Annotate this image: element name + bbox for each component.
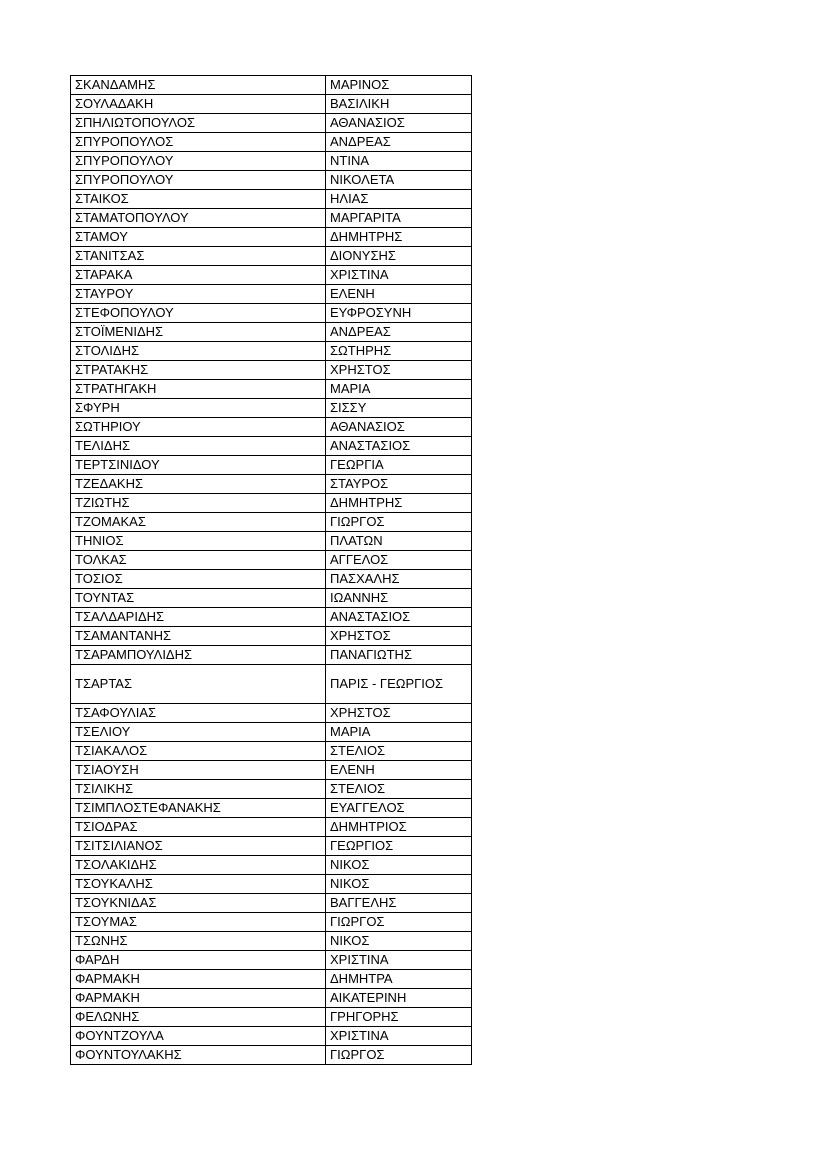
surname-cell: ΣΤΕΦΟΠΟΥΛΟΥ bbox=[71, 304, 326, 323]
firstname-cell: ΒΑΣΙΛΙΚΗ bbox=[326, 95, 472, 114]
table-row bbox=[71, 228, 472, 247]
surname-cell: ΤΣΑΛΔΑΡΙΔΗΣ bbox=[71, 608, 326, 627]
table-row bbox=[71, 627, 472, 646]
table-row bbox=[71, 304, 472, 323]
table-row bbox=[71, 742, 472, 761]
table-body bbox=[71, 76, 472, 1065]
surname-cell: ΦΕΛΩΝΗΣ bbox=[71, 1008, 326, 1027]
surname-cell: ΤΕΛΙΔΗΣ bbox=[71, 437, 326, 456]
firstname-cell: ΕΛΕΝΗ bbox=[326, 761, 472, 780]
firstname-cell: ΝΤΙΝΑ bbox=[326, 152, 472, 171]
firstname-cell: ΧΡΗΣΤΟΣ bbox=[326, 361, 472, 380]
surname-cell: ΤΣΟΥΜΑΣ bbox=[71, 913, 326, 932]
surname-cell: ΣΠΥΡΟΠΟΥΛΟΥ bbox=[71, 171, 326, 190]
table-row bbox=[71, 570, 472, 589]
table-row bbox=[71, 551, 472, 570]
surname-cell: ΣΠΥΡΟΠΟΥΛΟΣ bbox=[71, 133, 326, 152]
firstname-cell: ΧΡΗΣΤΟΣ bbox=[326, 704, 472, 723]
table-row bbox=[71, 76, 472, 95]
firstname-cell: ΜΑΡΙΑ bbox=[326, 380, 472, 399]
table-row bbox=[71, 114, 472, 133]
name-table bbox=[70, 75, 472, 1065]
surname-cell: ΤΟΛΚΑΣ bbox=[71, 551, 326, 570]
surname-cell: ΤΖΟΜΑΚΑΣ bbox=[71, 513, 326, 532]
table-row bbox=[71, 209, 472, 228]
firstname-cell: ΠΛΑΤΩΝ bbox=[326, 532, 472, 551]
surname-cell: ΤΣΙΜΠΛΟΣΤΕΦΑΝΑΚΗΣ bbox=[71, 799, 326, 818]
table-row bbox=[71, 875, 472, 894]
surname-cell: ΣΤΟΪΜΕΝΙΔΗΣ bbox=[71, 323, 326, 342]
firstname-cell: ΓΙΩΡΓΟΣ bbox=[326, 513, 472, 532]
table-row bbox=[71, 190, 472, 209]
table-row bbox=[71, 152, 472, 171]
surname-cell: ΣΩΤΗΡΙΟΥ bbox=[71, 418, 326, 437]
surname-cell: ΣΤΑΡΑΚΑ bbox=[71, 266, 326, 285]
firstname-cell: ΑΝΔΡΕΑΣ bbox=[326, 133, 472, 152]
table-row bbox=[71, 970, 472, 989]
table-row bbox=[71, 342, 472, 361]
firstname-cell: ΣΤΑΥΡΟΣ bbox=[326, 475, 472, 494]
firstname-cell: ΔΗΜΗΤΡΑ bbox=[326, 970, 472, 989]
table-row bbox=[71, 761, 472, 780]
firstname-cell: ΣΙΣΣΥ bbox=[326, 399, 472, 418]
firstname-cell: ΓΕΩΡΓΙΑ bbox=[326, 456, 472, 475]
firstname-cell: ΝΙΚΟΣ bbox=[326, 856, 472, 875]
table-row bbox=[71, 799, 472, 818]
surname-cell: ΦΑΡΔΗ bbox=[71, 951, 326, 970]
surname-cell: ΤΣΙΑΚΑΛΟΣ bbox=[71, 742, 326, 761]
firstname-cell: ΧΡΙΣΤΙΝΑ bbox=[326, 1027, 472, 1046]
table-row bbox=[71, 589, 472, 608]
table-row bbox=[71, 133, 472, 152]
table-row bbox=[71, 932, 472, 951]
firstname-cell: ΧΡΗΣΤΟΣ bbox=[326, 627, 472, 646]
firstname-cell: ΓΙΩΡΓΟΣ bbox=[326, 913, 472, 932]
firstname-cell: ΔΗΜΗΤΡΙΟΣ bbox=[326, 818, 472, 837]
surname-cell: ΤΗΝΙΟΣ bbox=[71, 532, 326, 551]
surname-cell: ΦΟΥΝΤΖΟΥΛΑ bbox=[71, 1027, 326, 1046]
table-row bbox=[71, 894, 472, 913]
table-row bbox=[71, 323, 472, 342]
firstname-cell: ΠΑΝΑΓΙΩΤΗΣ bbox=[326, 646, 472, 665]
firstname-cell: ΜΑΡΓΑΡΙΤΑ bbox=[326, 209, 472, 228]
firstname-cell: ΑΘΑΝΑΣΙΟΣ bbox=[326, 114, 472, 133]
surname-cell: ΣΤΡΑΤΑΚΗΣ bbox=[71, 361, 326, 380]
firstname-cell: ΝΙΚΟΣ bbox=[326, 875, 472, 894]
firstname-cell: ΙΩΑΝΝΗΣ bbox=[326, 589, 472, 608]
surname-cell: ΤΣΙΑΟΥΣΗ bbox=[71, 761, 326, 780]
firstname-cell: ΑΙΚΑΤΕΡΙΝΗ bbox=[326, 989, 472, 1008]
firstname-cell: ΑΝΑΣΤΑΣΙΟΣ bbox=[326, 608, 472, 627]
table-row bbox=[71, 856, 472, 875]
firstname-cell: ΠΑΣΧΑΛΗΣ bbox=[326, 570, 472, 589]
surname-cell: ΦΑΡΜΑΚΗ bbox=[71, 970, 326, 989]
firstname-cell: ΓΙΩΡΓΟΣ bbox=[326, 1046, 472, 1065]
table-row bbox=[71, 1008, 472, 1027]
firstname-cell: ΑΝΔΡΕΑΣ bbox=[326, 323, 472, 342]
table-row bbox=[71, 913, 472, 932]
table-row bbox=[71, 171, 472, 190]
firstname-cell: ΧΡΙΣΤΙΝΑ bbox=[326, 951, 472, 970]
firstname-cell: ΓΡΗΓΟΡΗΣ bbox=[326, 1008, 472, 1027]
table-row bbox=[71, 818, 472, 837]
table-row bbox=[71, 989, 472, 1008]
table-row bbox=[71, 399, 472, 418]
surname-cell: ΣΠΗΛΙΩΤΟΠΟΥΛΟΣ bbox=[71, 114, 326, 133]
table-row bbox=[71, 266, 472, 285]
firstname-cell: ΣΩΤΗΡΗΣ bbox=[326, 342, 472, 361]
surname-cell: ΣΤΑΙΚΟΣ bbox=[71, 190, 326, 209]
firstname-cell: ΕΥΦΡΟΣΥΝΗ bbox=[326, 304, 472, 323]
surname-cell: ΤΣΟΥΚΑΛΗΣ bbox=[71, 875, 326, 894]
firstname-cell: ΣΤΕΛΙΟΣ bbox=[326, 780, 472, 799]
surname-cell: ΣΠΥΡΟΠΟΥΛΟΥ bbox=[71, 152, 326, 171]
firstname-cell: ΑΓΓΕΛΟΣ bbox=[326, 551, 472, 570]
surname-cell: ΤΣΩΝΗΣ bbox=[71, 932, 326, 951]
firstname-cell: ΗΛΙΑΣ bbox=[326, 190, 472, 209]
table-row bbox=[71, 513, 472, 532]
table-row bbox=[71, 475, 472, 494]
firstname-cell: ΝΙΚΟΣ bbox=[326, 932, 472, 951]
table-row bbox=[71, 704, 472, 723]
table-row bbox=[71, 951, 472, 970]
table-row bbox=[71, 247, 472, 266]
surname-cell: ΤΕΡΤΣΙΝΙΔΟΥ bbox=[71, 456, 326, 475]
surname-cell: ΤΣΑΡΤΑΣ bbox=[71, 665, 326, 704]
firstname-cell: ΓΕΩΡΓΙΟΣ bbox=[326, 837, 472, 856]
table-row bbox=[71, 723, 472, 742]
firstname-cell: ΠΑΡΙΣ - ΓΕΩΡΓΙΟΣ bbox=[326, 665, 472, 704]
firstname-cell: ΣΤΕΛΙΟΣ bbox=[326, 742, 472, 761]
table-row bbox=[71, 380, 472, 399]
table-row bbox=[71, 780, 472, 799]
table-row bbox=[71, 494, 472, 513]
firstname-cell: ΑΝΑΣΤΑΣΙΟΣ bbox=[326, 437, 472, 456]
table-row bbox=[71, 532, 472, 551]
surname-cell: ΤΖΙΩΤΗΣ bbox=[71, 494, 326, 513]
firstname-cell: ΔΗΜΗΤΡΗΣ bbox=[326, 494, 472, 513]
surname-cell: ΣΚΑΝΔΑΜΗΣ bbox=[71, 76, 326, 95]
firstname-cell: ΕΛΕΝΗ bbox=[326, 285, 472, 304]
surname-cell: ΤΣΑΡΑΜΠΟΥΛΙΔΗΣ bbox=[71, 646, 326, 665]
table-row bbox=[71, 361, 472, 380]
table-row bbox=[71, 646, 472, 665]
surname-cell: ΤΖΕΔΑΚΗΣ bbox=[71, 475, 326, 494]
surname-cell: ΦΑΡΜΑΚΗ bbox=[71, 989, 326, 1008]
firstname-cell: ΕΥΑΓΓΕΛΟΣ bbox=[326, 799, 472, 818]
surname-cell: ΣΤΑΥΡΟΥ bbox=[71, 285, 326, 304]
surname-cell: ΦΟΥΝΤΟΥΛΑΚΗΣ bbox=[71, 1046, 326, 1065]
table-row bbox=[71, 418, 472, 437]
surname-cell: ΣΤΟΛΙΔΗΣ bbox=[71, 342, 326, 361]
firstname-cell: ΝΙΚΟΛΕΤΑ bbox=[326, 171, 472, 190]
firstname-cell: ΜΑΡΙΑ bbox=[326, 723, 472, 742]
firstname-cell: ΧΡΙΣΤΙΝΑ bbox=[326, 266, 472, 285]
firstname-cell: ΔΗΜΗΤΡΗΣ bbox=[326, 228, 472, 247]
table-row bbox=[71, 665, 472, 704]
surname-cell: ΣΤΑΝΙΤΣΑΣ bbox=[71, 247, 326, 266]
surname-cell: ΤΣΟΛΑΚΙΔΗΣ bbox=[71, 856, 326, 875]
surname-cell: ΤΣΟΥΚΝΙΔΑΣ bbox=[71, 894, 326, 913]
table-row bbox=[71, 95, 472, 114]
firstname-cell: ΔΙΟΝΥΣΗΣ bbox=[326, 247, 472, 266]
table-row bbox=[71, 608, 472, 627]
table-row bbox=[71, 456, 472, 475]
surname-cell: ΤΟΥΝΤΑΣ bbox=[71, 589, 326, 608]
surname-cell: ΤΟΣΙΟΣ bbox=[71, 570, 326, 589]
surname-cell: ΣΤΑΜΑΤΟΠΟΥΛΟΥ bbox=[71, 209, 326, 228]
table-row bbox=[71, 1046, 472, 1065]
surname-cell: ΤΣΙΤΣΙΛΙΑΝΟΣ bbox=[71, 837, 326, 856]
firstname-cell: ΑΘΑΝΑΣΙΟΣ bbox=[326, 418, 472, 437]
surname-cell: ΣΤΡΑΤΗΓΑΚΗ bbox=[71, 380, 326, 399]
firstname-cell: ΒΑΓΓΕΛΗΣ bbox=[326, 894, 472, 913]
table-row bbox=[71, 285, 472, 304]
table-row bbox=[71, 437, 472, 456]
table-row bbox=[71, 837, 472, 856]
firstname-cell: ΜΑΡΙΝΟΣ bbox=[326, 76, 472, 95]
surname-cell: ΤΣΕΛΙΟΥ bbox=[71, 723, 326, 742]
surname-cell: ΣΤΑΜΟΥ bbox=[71, 228, 326, 247]
table-row bbox=[71, 1027, 472, 1046]
surname-cell: ΣΟΥΛΑΔΑΚΗ bbox=[71, 95, 326, 114]
surname-cell: ΣΦΥΡΗ bbox=[71, 399, 326, 418]
surname-cell: ΤΣΑΜΑΝΤΑΝΗΣ bbox=[71, 627, 326, 646]
surname-cell: ΤΣΑΦΟΥΛΙΑΣ bbox=[71, 704, 326, 723]
surname-cell: ΤΣΙΛΙΚΗΣ bbox=[71, 780, 326, 799]
surname-cell: ΤΣΙΟΔΡΑΣ bbox=[71, 818, 326, 837]
